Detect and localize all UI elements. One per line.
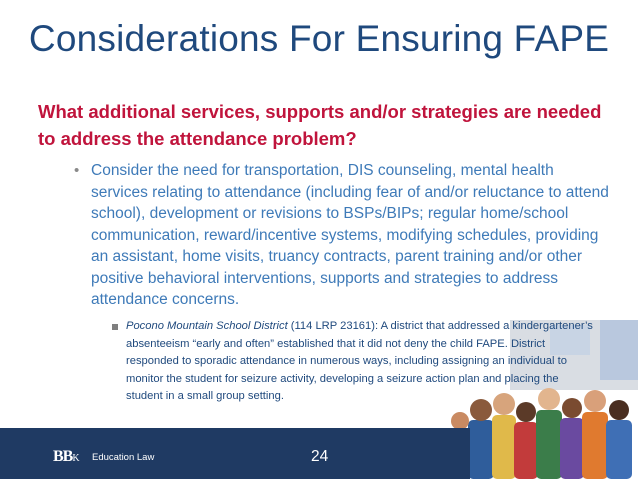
bullet-text: Consider the need for transportation, DIS counseling, mental health services relating to attendance (including fear of and/or reluctance to attend school), development or revisions to BSPs/BIPs; regular home/school communication, reward/incentive systems, modifying schedules, providing an assistant, home visits, truancy contracts, parent training and/or other positive behavioral interventions, supports and strategies to address attendance concerns. [91,162,609,308]
question-heading: What additional services, supports and/or strategies are needed to address the attendance problem? [38,101,602,149]
footer-label: Education Law [92,452,155,463]
case-description: A district that addressed a kindergartener’s absenteeism “early and often” established that it did not deny the child FAPE. District responded to sporadic attendance in numerous ways, including assigning an individual to monitor the student for seizure activity, developing a seizure action plan and placing the student in a small group setting. [126,320,593,403]
logo-letters: BB [53,448,73,465]
case-citation: (114 LRP 23161): [287,320,379,332]
bullet-list-item [74,160,611,311]
square-bullet-icon [112,324,118,330]
case-name: Pocono Mountain School District [126,320,288,332]
page-number: 24 [311,448,329,465]
logo-suffix: K [72,453,79,464]
bbk-logo [53,448,79,466]
slide-title: Considerations For Ensuring FAPE [28,18,610,59]
case-sub-bullet [126,318,596,406]
bullet-marker: • [74,162,80,179]
